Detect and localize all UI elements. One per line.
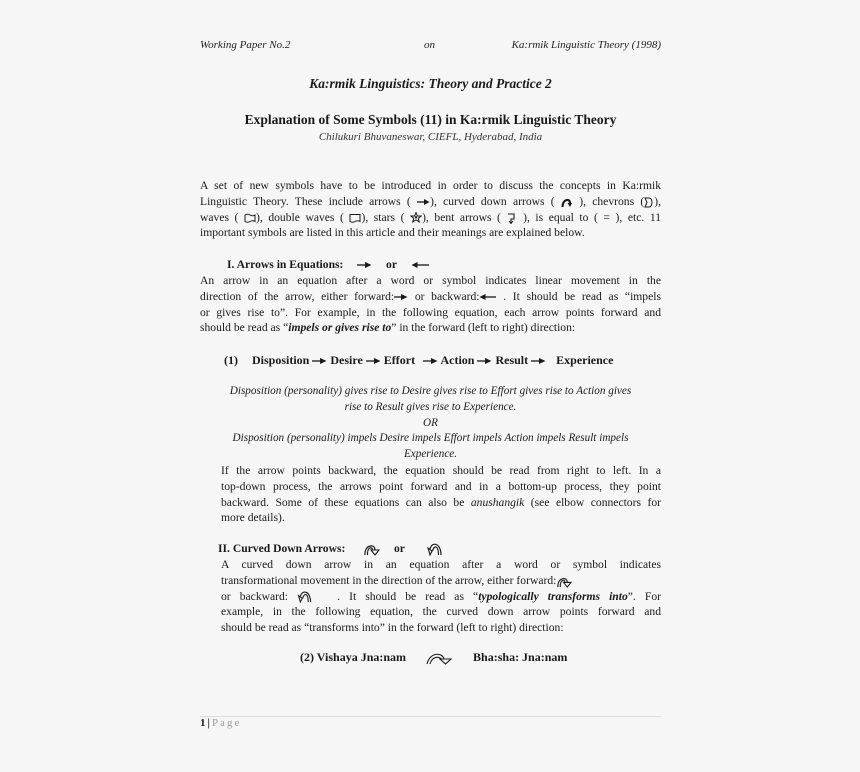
header-right: Ka:rmik Linguistic Theory (1998) <box>511 39 661 51</box>
reading-line: Experience. <box>403 448 458 461</box>
equation-term: Bha:sha: Jna:nam <box>473 650 568 664</box>
or-separator: OR <box>423 416 438 429</box>
wave-icon <box>244 213 256 223</box>
header-left: Working Paper No.2 <box>200 39 291 51</box>
reading-line: rise to Result gives rise to Experience. <box>344 400 517 413</box>
header-center: on <box>424 39 435 51</box>
section-heading-arrows: I. Arrows in Equations: or <box>227 258 429 271</box>
curved-down-arrow-backward-icon <box>427 542 443 556</box>
text-line: An arrow in an equation after a word or symbol indicates linear movement in the <box>200 274 661 287</box>
section-heading-curved-arrows: II. Curved Down Arrows: or <box>218 542 443 556</box>
text-line: should be read as “impels or gives rise to” in the forward (left to right) direction: <box>200 321 576 335</box>
equation-1-readings <box>200 384 661 463</box>
star-icon <box>410 212 422 223</box>
equation-term: Desire <box>330 353 363 367</box>
equation-term: Effort <box>383 353 416 367</box>
text-line: example, in the following equation, the curved down arrow points forward and <box>221 605 661 619</box>
text-line: A set of new symbols have to be introduced in order to discuss the concepts in Ka:rmik <box>200 179 661 192</box>
text-line: waves ( ), double waves ( ), stars ( ), bent arrows ( ), is equal to ( = ), etc. 11 <box>200 210 662 224</box>
text-line: top-down process, the arrows point forward and in a bottom-up process, they point <box>221 479 661 493</box>
arrow-right-icon <box>531 357 546 365</box>
text-line: Linguistic Theory. These include arrows ( ), curved down arrows ( ), chevrons ( ), <box>200 194 661 208</box>
reading-line: Disposition (personality) impels Desire impels Effort impels Action impels Result impels <box>232 432 629 445</box>
equation-term: Result <box>495 353 529 367</box>
equation-term: Action <box>440 353 475 367</box>
arrow-right-icon <box>394 293 408 301</box>
text-line: transformational movement in the direction of the arrow, either forward: <box>221 573 661 589</box>
equation-term: Experience <box>556 353 614 367</box>
equation-1 <box>224 353 613 368</box>
running-header <box>200 39 661 55</box>
arrow-right-icon <box>417 198 430 206</box>
arrow-right-icon <box>357 261 372 269</box>
curved-down-arrow-icon <box>426 652 453 665</box>
text-line: or backward: . It should be read as “typologically transforms into”. For <box>221 589 661 603</box>
arrow-left-icon <box>479 293 496 301</box>
curved-down-arrow-icon <box>561 197 573 208</box>
section2-paragraph <box>221 557 661 636</box>
curved-down-arrow-forward-icon <box>363 542 380 556</box>
chevron-icon <box>644 197 654 208</box>
arrow-left-icon <box>411 261 429 269</box>
page-footer <box>200 717 241 729</box>
section1-paragraph <box>200 273 661 336</box>
footer-separator: | <box>207 717 210 729</box>
text-line: should be read as “transforms into” in the forward (left to right) direction: <box>221 621 564 635</box>
reading-line: Disposition (personality) gives rise to Desire gives rise to Effort gives rise to Action gives <box>229 385 632 397</box>
text-line: important symbols are listed in this article and their meanings are explained below. <box>200 226 585 240</box>
section1-paragraph-2 <box>221 463 661 526</box>
page-label: Page <box>211 717 242 729</box>
intro-paragraph <box>200 178 661 241</box>
equation-term: Vishaya Jna:nam <box>316 650 407 664</box>
double-wave-icon <box>349 213 361 223</box>
equation-number: (1) <box>224 353 238 367</box>
curved-down-arrow-backward-icon <box>297 590 313 603</box>
arrow-right-icon <box>312 357 327 365</box>
arrow-right-icon <box>477 357 492 365</box>
equation-term: Disposition <box>252 353 310 367</box>
arrow-right-icon <box>366 357 381 365</box>
page-number: 1 <box>200 717 206 729</box>
series-title: Ka:rmik Linguistics: Theory and Practice 2 <box>309 76 552 91</box>
footer-divider <box>200 716 661 717</box>
text-line: A curved down arrow in an equation after a word or symbol indicates <box>221 558 661 571</box>
author-line: Chilukuri Bhuvaneswar, CIEFL, Hyderabad, India <box>318 131 543 143</box>
equation-2 <box>300 650 567 665</box>
bent-arrow-icon <box>507 212 518 224</box>
equation-number: (2) <box>300 650 314 664</box>
text-line: more details). <box>221 511 285 525</box>
text-line: or gives rise to”. For example, in the following equation, each arrow points forward and <box>200 305 661 319</box>
text-line: If the arrow points backward, the equation should be read from right to left. In a <box>221 464 661 477</box>
curved-down-arrow-forward-icon <box>556 575 572 588</box>
document-page <box>200 0 661 772</box>
text-line: direction of the arrow, either forward: or backward: . It should be read as “impels <box>200 289 661 303</box>
text-line: backward. Some of these equations can also be anushangik (see elbow connectors for <box>221 495 661 509</box>
arrow-right-icon <box>423 357 438 365</box>
page-title: Explanation of Some Symbols (11) in Ka:rmik Linguistic Theory <box>244 112 617 127</box>
